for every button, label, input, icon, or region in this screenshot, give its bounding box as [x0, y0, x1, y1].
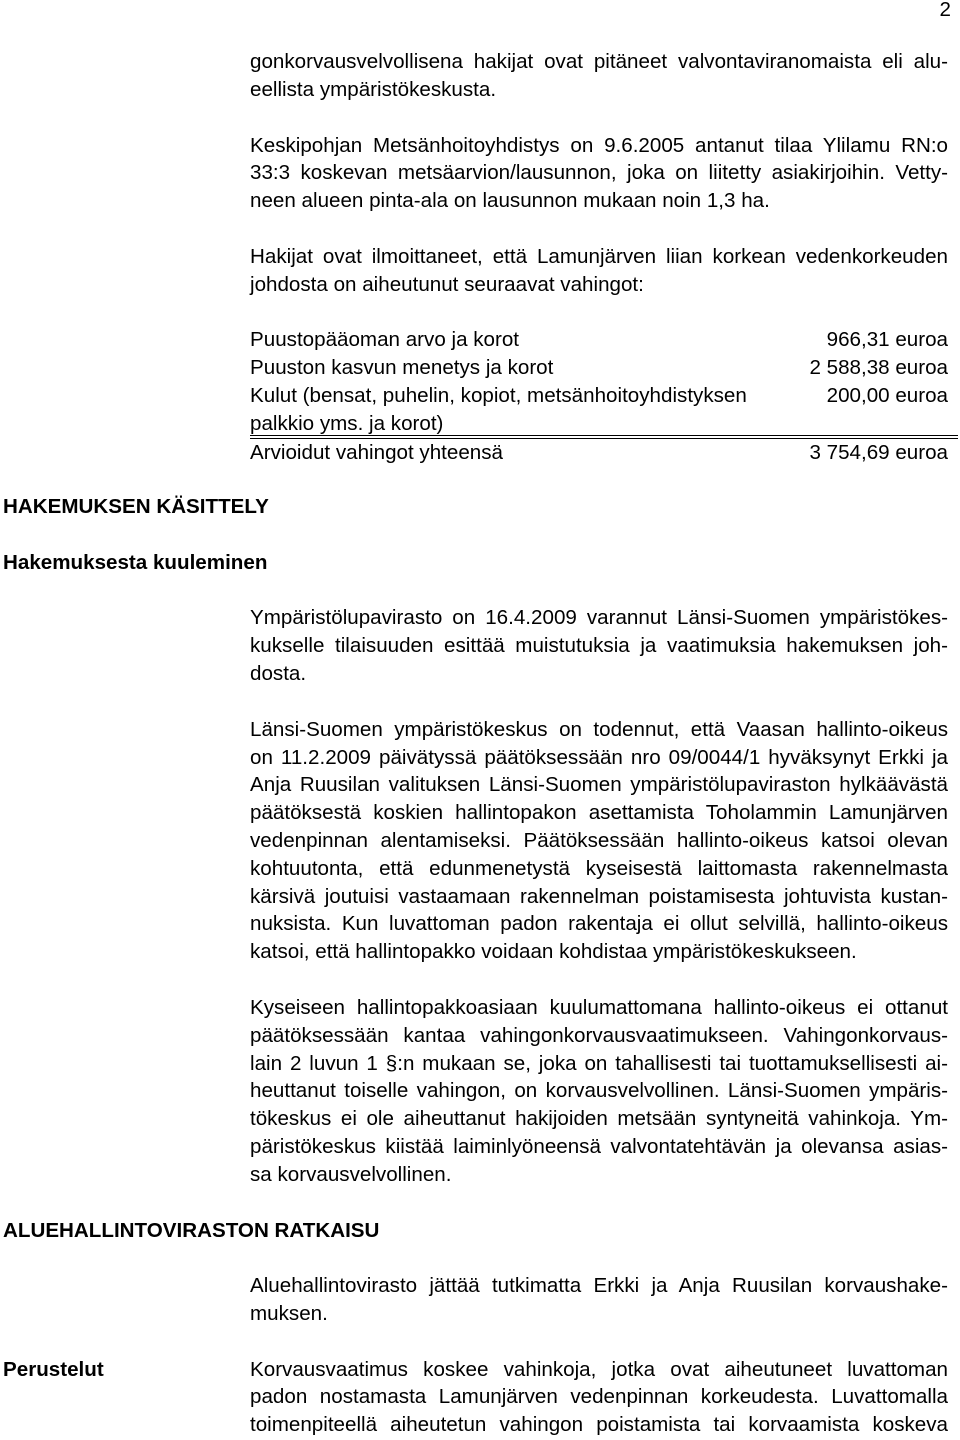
paragraph-line: toimenpiteellä aiheutetun vahingon poistamista tai korvaamista koskeva: [250, 1413, 948, 1437]
paragraph: [250, 994, 948, 1189]
table-item: palkkio yms. ja korot): [250, 411, 444, 435]
paragraph-line: kohtuutonta, että edunmenetystä kyseisestä laittomasta rakennelmasta: [250, 856, 948, 880]
paragraph-line: kukselle tilaisuuden esittää muistutuksia ja vaatimuksia hakemuksen joh-: [250, 634, 948, 658]
damages-total: [250, 439, 948, 467]
paragraph-line: Korvausvaatimus koskee vahinkoja, jotka ovat aiheutuneet luvattoman: [250, 1357, 948, 1381]
paragraph: [250, 716, 948, 966]
damages-table: [250, 326, 948, 437]
paragraph-line: Hakijat ovat ilmoittaneet, että Lamunjärven liian korkean vedenkorkeuden: [250, 244, 948, 268]
page-number: 2: [939, 0, 951, 21]
paragraph: [250, 48, 948, 104]
table-amount: 200,00 euroa: [826, 383, 948, 407]
paragraph: [250, 1272, 948, 1328]
paragraph-line: sa korvausvelvollinen.: [250, 1162, 452, 1186]
paragraph-line: heuttanut toiselle vahingon, on korvausvelvollinen. Länsi-Suomen ympäris-: [250, 1079, 948, 1103]
paragraph-line: Keskipohjan Metsänhoitoyhdistys on 9.6.2005 antanut tilaa Ylilamu RN:o: [250, 133, 948, 157]
paragraph-line: Länsi-Suomen ympäristökeskus on todennut, että Vaasan hallinto-oikeus: [250, 717, 948, 741]
table-item: Puuston kasvun menetys ja korot: [250, 356, 554, 380]
total-label: Arvioidut vahingot yhteensä: [250, 441, 504, 464]
paragraph-line: nuksista. Kun luvattoman padon rakentaja ei ollut selvillä, hallinto-oikeus: [250, 912, 948, 936]
table-row-continuation: [250, 410, 948, 438]
paragraph-line: kärsivä joutuisi vastaamaan rakennelman poistamisesta johtuvista kustan-: [250, 884, 948, 908]
paragraph-line: dosta.: [250, 662, 307, 686]
table-total-row: [250, 439, 948, 467]
paragraph-line: gonkorvausvelvollisena hakijat ovat pitäneet valvontaviranomaista eli alu-: [250, 50, 948, 74]
paragraph: [250, 243, 948, 299]
paragraph-line: Kyseiseen hallintopakkoasiaan kuulumattomana hallinto-oikeus ei ottanut: [250, 995, 948, 1019]
table-row: [250, 326, 948, 354]
table-item: Puustopääoman arvo ja korot: [250, 328, 520, 352]
paragraph-line: on 11.2.2009 päivätyssä päätöksessään nro 09/0044/1 hyväksynyt Erkki ja: [250, 745, 948, 769]
paragraph-line: muksen.: [250, 1301, 328, 1325]
paragraph-line: päristökeskus kiistää laiminlyöneensä valvontatehtävän ja olevansa asias-: [250, 1135, 948, 1159]
table-amount: 2 588,38 euroa: [809, 356, 948, 380]
paragraph-line: neen alueen pinta-ala on lausunnon mukaan noin 1,3 ha.: [250, 189, 770, 213]
paragraph: [250, 1356, 948, 1439]
paragraph-line: Aluehallintovirasto jättää tutkimatta Erkki ja Anja Ruusilan korvaushake-: [250, 1274, 948, 1298]
section-heading: HAKEMUKSEN KÄSITTELY: [3, 495, 269, 519]
paragraph-line: vedenpinnan alentamiseksi. Päätöksessään hallinto-oikeus katsoi olevan: [250, 829, 948, 853]
table-row: [250, 354, 948, 382]
table-item: Kulut (bensat, puhelin, kopiot, metsänhoitoyhdistyksen: [250, 383, 747, 407]
paragraph-line: Ympäristölupavirasto on 16.4.2009 varannut Länsi-Suomen ympäristökes-: [250, 606, 948, 630]
subsection-heading: Perustelut: [3, 1357, 104, 1381]
paragraph-line: padon nostamasta Lamunjärven vedenpinnan korkeudesta. Luvattomalla: [250, 1385, 948, 1409]
section-heading: ALUEHALLINTOVIRASTON RATKAISU: [3, 1218, 380, 1242]
paragraph-line: 33:3 koskevan metsäarvion/lausunnon, joka on liitetty asiakirjoihin. Vetty-: [250, 161, 948, 185]
paragraph-line: johdosta on aiheutunut seuraavat vahingot:: [250, 272, 644, 296]
paragraph-line: lain 2 luvun 1 §:n mukaan se, joka on tahallisesti tai tuottamuksellisesti ai-: [250, 1051, 948, 1075]
subsection-heading: Hakemuksesta kuuleminen: [3, 550, 268, 574]
paragraph-line: eellista ympäristökeskusta.: [250, 77, 497, 101]
paragraph: [250, 604, 948, 687]
table-amount: 966,31 euroa: [826, 328, 948, 352]
paragraph-line: päätöksestä koskien hallintopakon asettamista Toholammin Lamunjärven: [250, 801, 948, 825]
paragraph-line: päätöksessään kantaa vahingonkorvausvaatimukseen. Vahingonkorvaus-: [250, 1023, 948, 1047]
paragraph: [250, 132, 948, 215]
paragraph-line: tökeskus ei ole aiheuttanut hakijoiden metsään syntyneitä vahinkoja. Ym-: [250, 1107, 948, 1131]
total-amount: 3 754,69 euroa: [809, 441, 948, 464]
paragraph-line: Anja Ruusilan valituksen Länsi-Suomen ympäristölupaviraston hylkäävästä: [250, 773, 948, 797]
paragraph-line: katsoi, että hallintopakko voidaan kohdistaa ympäristökeskukseen.: [250, 940, 857, 964]
table-row: [250, 382, 948, 410]
